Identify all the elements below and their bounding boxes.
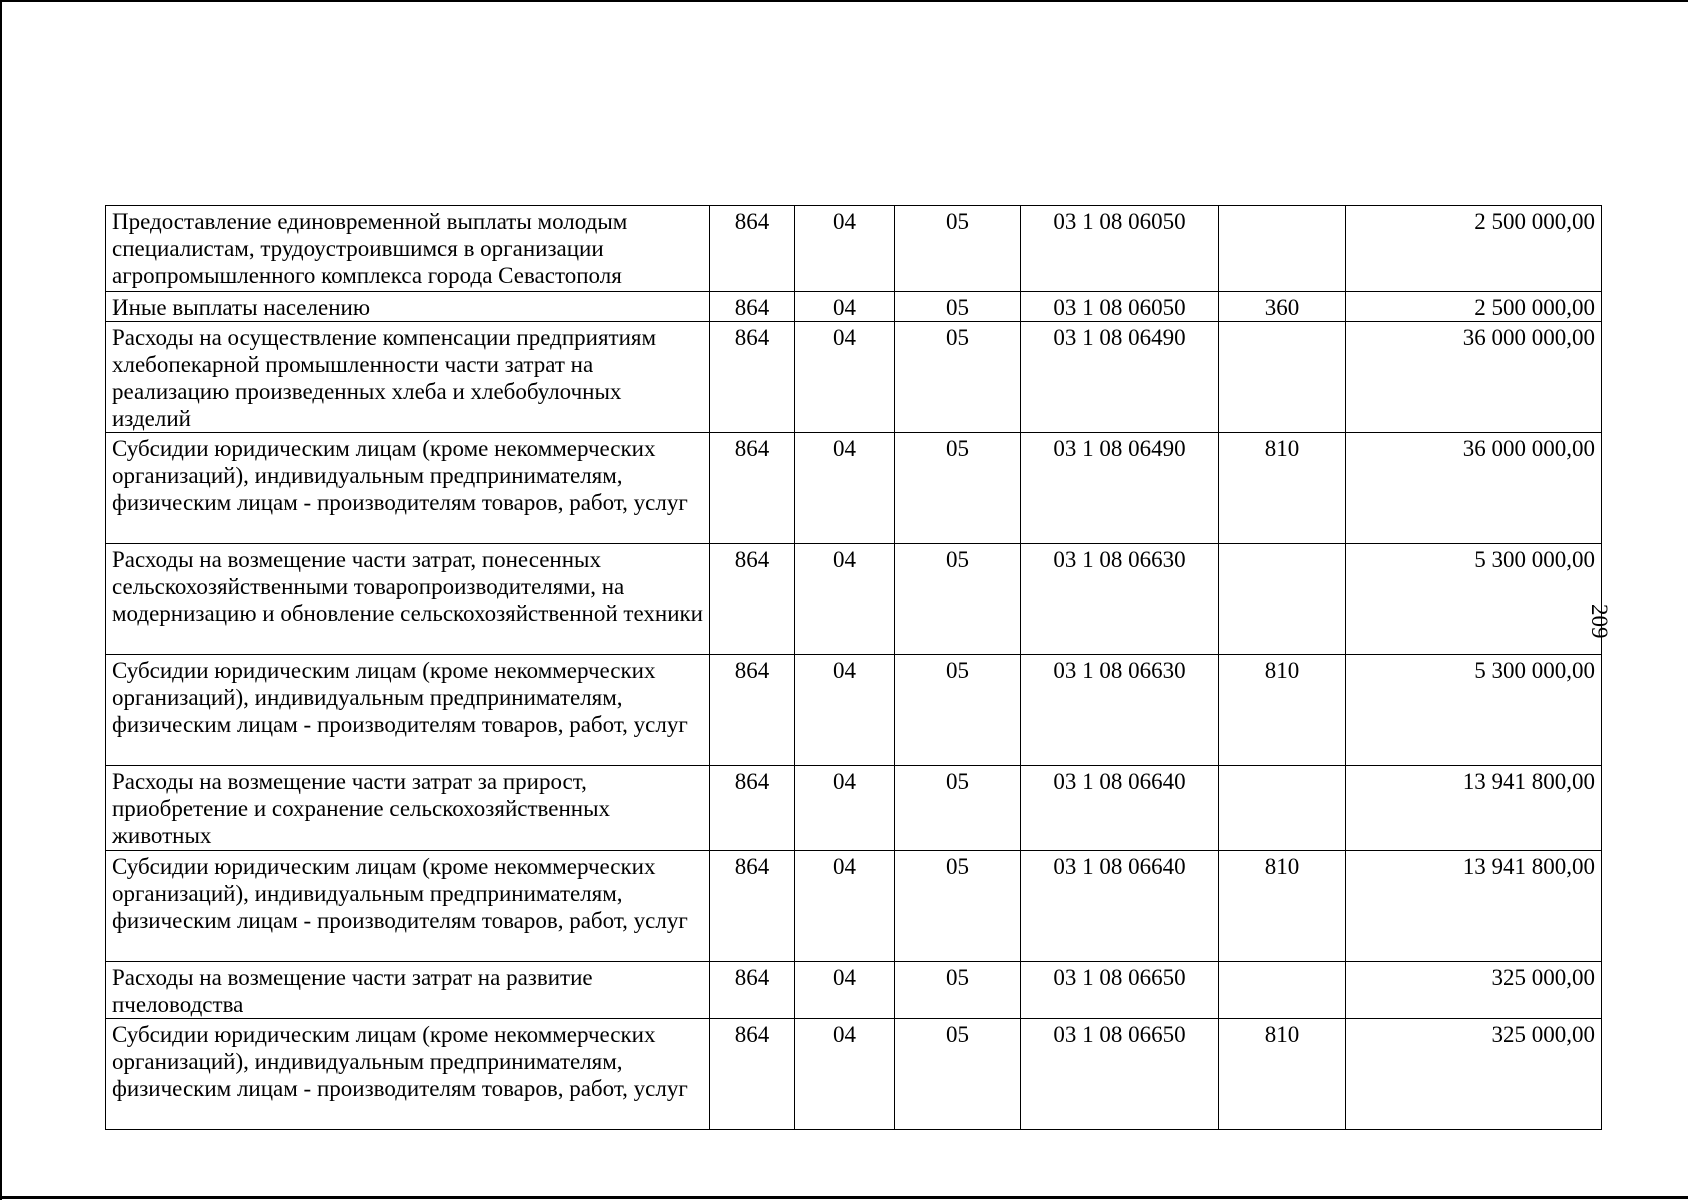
cell-subsection-code: 05 <box>895 544 1021 655</box>
cell-subsection-code: 05 <box>895 433 1021 544</box>
cell-admin-code: 864 <box>710 322 795 433</box>
cell-section-code: 04 <box>795 851 895 962</box>
page-number: 209 <box>1587 604 1612 639</box>
cell-admin-code: 864 <box>710 851 795 962</box>
cell-description: Субсидии юридическим лицам (кроме некоммерческих организаций), индивидуальным предпринимателям, физическим лицам - производителям товаров, работ, услуг <box>106 433 710 544</box>
cell-admin-code: 864 <box>710 962 795 1019</box>
cell-description: Субсидии юридическим лицам (кроме некоммерческих организаций), индивидуальным предпринимателям, физическим лицам - производителям товаров, работ, услуг <box>106 851 710 962</box>
cell-amount: 13 941 800,00 <box>1346 851 1602 962</box>
cell-target-article: 03 1 08 06490 <box>1021 433 1219 544</box>
cell-expense-type: 810 <box>1219 433 1346 544</box>
cell-admin-code: 864 <box>710 655 795 766</box>
cell-amount: 36 000 000,00 <box>1346 433 1602 544</box>
cell-description: Расходы на возмещение части затрат за прирост, приобретение и сохранение сельскохозяйственных животных <box>106 766 710 851</box>
table-row <box>106 544 1602 655</box>
table-row <box>106 962 1602 1019</box>
cell-section-code: 04 <box>795 655 895 766</box>
cell-target-article: 03 1 08 06050 <box>1021 292 1219 322</box>
cell-expense-type: 810 <box>1219 851 1346 962</box>
cell-expense-type: 810 <box>1219 655 1346 766</box>
table-row <box>106 322 1602 433</box>
cell-subsection-code: 05 <box>895 851 1021 962</box>
cell-target-article: 03 1 08 06050 <box>1021 206 1219 292</box>
cell-admin-code: 864 <box>710 206 795 292</box>
cell-description: Иные выплаты населению <box>106 292 710 322</box>
scan-border-bottom <box>0 1196 1688 1199</box>
cell-expense-type <box>1219 322 1346 433</box>
cell-target-article: 03 1 08 06650 <box>1021 1019 1219 1130</box>
table-row <box>106 433 1602 544</box>
budget-expenditure-table <box>105 205 1602 1130</box>
cell-subsection-code: 05 <box>895 1019 1021 1130</box>
cell-target-article: 03 1 08 06630 <box>1021 655 1219 766</box>
cell-target-article: 03 1 08 06490 <box>1021 322 1219 433</box>
cell-admin-code: 864 <box>710 544 795 655</box>
table-row <box>106 206 1602 292</box>
table-body <box>106 206 1602 1130</box>
cell-admin-code: 864 <box>710 292 795 322</box>
cell-description: Субсидии юридическим лицам (кроме некоммерческих организаций), индивидуальным предпринимателям, физическим лицам - производителям товаров, работ, услуг <box>106 655 710 766</box>
cell-subsection-code: 05 <box>895 206 1021 292</box>
cell-description: Расходы на возмещение части затрат на развитие пчеловодства <box>106 962 710 1019</box>
cell-amount: 2 500 000,00 <box>1346 206 1602 292</box>
cell-amount: 325 000,00 <box>1346 962 1602 1019</box>
scan-border-top <box>0 0 1688 2</box>
table-row <box>106 766 1602 851</box>
cell-expense-type <box>1219 766 1346 851</box>
cell-amount: 325 000,00 <box>1346 1019 1602 1130</box>
cell-section-code: 04 <box>795 962 895 1019</box>
cell-amount: 2 500 000,00 <box>1346 292 1602 322</box>
cell-admin-code: 864 <box>710 766 795 851</box>
cell-admin-code: 864 <box>710 1019 795 1130</box>
table-row <box>106 292 1602 322</box>
cell-target-article: 03 1 08 06640 <box>1021 766 1219 851</box>
cell-subsection-code: 05 <box>895 655 1021 766</box>
cell-amount: 13 941 800,00 <box>1346 766 1602 851</box>
cell-section-code: 04 <box>795 206 895 292</box>
cell-amount: 36 000 000,00 <box>1346 322 1602 433</box>
cell-amount: 5 300 000,00 <box>1346 655 1602 766</box>
cell-description: Расходы на осуществление компенсации предприятиям хлебопекарной промышленности части затрат на реализацию произведенных хлеба и хлебобулочных изделий <box>106 322 710 433</box>
cell-target-article: 03 1 08 06650 <box>1021 962 1219 1019</box>
cell-section-code: 04 <box>795 322 895 433</box>
cell-description: Субсидии юридическим лицам (кроме некоммерческих организаций), индивидуальным предпринимателям, физическим лицам - производителям товаров, работ, услуг <box>106 1019 710 1130</box>
cell-subsection-code: 05 <box>895 292 1021 322</box>
cell-expense-type <box>1219 544 1346 655</box>
cell-admin-code: 864 <box>710 433 795 544</box>
cell-section-code: 04 <box>795 544 895 655</box>
cell-amount: 5 300 000,00 <box>1346 544 1602 655</box>
cell-expense-type: 810 <box>1219 1019 1346 1130</box>
table-row <box>106 1019 1602 1130</box>
cell-subsection-code: 05 <box>895 962 1021 1019</box>
cell-section-code: 04 <box>795 1019 895 1130</box>
cell-expense-type <box>1219 206 1346 292</box>
cell-section-code: 04 <box>795 292 895 322</box>
cell-target-article: 03 1 08 06640 <box>1021 851 1219 962</box>
cell-subsection-code: 05 <box>895 322 1021 433</box>
cell-section-code: 04 <box>795 766 895 851</box>
cell-description: Расходы на возмещение части затрат, понесенных сельскохозяйственными товаропроизводителями, на модернизацию и обновление сельскохозяйственной техники <box>106 544 710 655</box>
scan-border-left <box>0 0 2 1200</box>
table-row <box>106 851 1602 962</box>
cell-expense-type <box>1219 962 1346 1019</box>
cell-section-code: 04 <box>795 433 895 544</box>
cell-expense-type: 360 <box>1219 292 1346 322</box>
cell-description: Предоставление единовременной выплаты молодым специалистам, трудоустроившимся в организации агропромышленного комплекса города Севастополя <box>106 206 710 292</box>
cell-subsection-code: 05 <box>895 766 1021 851</box>
cell-target-article: 03 1 08 06630 <box>1021 544 1219 655</box>
table-row <box>106 655 1602 766</box>
